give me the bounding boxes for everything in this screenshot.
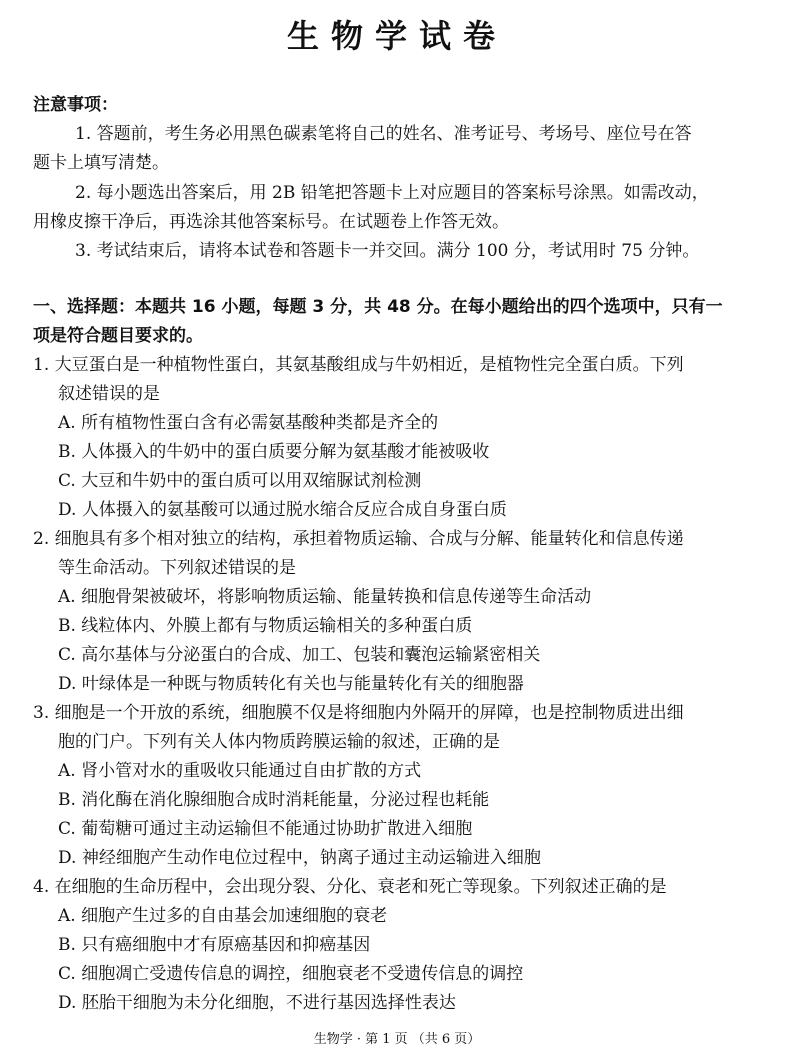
question-stem-line: 1. 大豆蛋白是一种植物性蛋白，其氨基酸组成与牛奶相近，是植物性完全蛋白质。下列 (33, 355, 684, 375)
section-header-line-2: 项是符合题目要求的。 (33, 326, 203, 346)
option-a: A. 所有植物性蛋白含有必需氨基酸种类都是齐全的 (58, 413, 439, 433)
option-a: A. 细胞骨架被破坏，将影响物质运输、能量转换和信息传递等生命活动 (58, 587, 592, 607)
notice-item-2-line-1: 2. 每小题选出答案后，用 2B 铅笔把答题卡上对应题目的答案标号涂黑。如需改动， (75, 183, 709, 203)
option-b: B. 消化酶在消化腺细胞合成时消耗能量，分泌过程也耗能 (58, 790, 490, 810)
notice-item-3: 3. 考试结束后，请将本试卷和答题卡一并交回。满分 100 分，考试用时 75 分钟。 (75, 241, 700, 261)
option-d: D. 人体摄入的氨基酸可以通过脱水缩合反应合成自身蛋白质 (58, 500, 507, 520)
page-footer: 生物学 · 第 1 页 （共 6 页） (313, 1032, 481, 1047)
option-c: C. 大豆和牛奶中的蛋白质可以用双缩脲试剂检测 (58, 471, 422, 491)
question-stem-line: 胞的门户。下列有关人体内物质跨膜运输的叙述，正确的是 (58, 732, 500, 752)
question-stem-line: 4. 在细胞的生命历程中，会出现分裂、分化、衰老和死亡等现象。下列叙述正确的是 (33, 877, 667, 897)
option-c: C. 葡萄糖可通过主动运输但不能通过协助扩散进入细胞 (58, 819, 473, 839)
section-header-line-1: 一、选择题：本题共 16 小题，每题 3 分，共 48 分。在每小题给出的四个选项中，只有一 (33, 297, 723, 317)
option-b: B. 人体摄入的牛奶中的蛋白质要分解为氨基酸才能被吸收 (58, 442, 490, 462)
notice-item-1-line-2: 题卡上填写清楚。 (33, 153, 169, 173)
option-a: A. 细胞产生过多的自由基会加速细胞的衰老 (58, 906, 388, 926)
notice-item-2-line-2: 用橡皮擦干净后，再选涂其他答案标号。在试题卷上作答无效。 (33, 212, 509, 232)
option-b: B. 线粒体内、外膜上都有与物质运输相关的多种蛋白质 (58, 616, 473, 636)
option-d: D. 叶绿体是一种既与物质转化有关也与能量转化有关的细胞器 (58, 674, 524, 694)
page-title: 生物学试卷 (286, 17, 507, 55)
question-stem-line: 3. 细胞是一个开放的系统，细胞膜不仅是将细胞内外隔开的屏障，也是控制物质进出细 (33, 703, 684, 723)
question-stem-line: 2. 细胞具有多个相对独立的结构，承担着物质运输、合成与分解、能量转化和信息传递 (33, 529, 684, 549)
notice-item-1-line-1: 1. 答题前，考生务必用黑色碳素笔将自己的姓名、准考证号、考场号、座位号在答 (75, 124, 692, 144)
question-stem-line: 叙述错误的是 (58, 384, 160, 404)
option-c: C. 细胞凋亡受遗传信息的调控，细胞衰老不受遗传信息的调控 (58, 964, 524, 984)
option-b: B. 只有癌细胞中才有原癌基因和抑癌基因 (58, 935, 371, 955)
option-d: D. 胚胎干细胞为未分化细胞，不进行基因选择性表达 (58, 993, 456, 1013)
notice-heading: 注意事项： (33, 95, 118, 115)
question-stem-line: 等生命活动。下列叙述错误的是 (58, 558, 296, 578)
option-c: C. 高尔基体与分泌蛋白的合成、加工、包装和囊泡运输紧密相关 (58, 645, 541, 665)
option-d: D. 神经细胞产生动作电位过程中，钠离子通过主动运输进入细胞 (58, 848, 541, 868)
option-a: A. 肾小管对水的重吸收只能通过自由扩散的方式 (58, 761, 422, 781)
